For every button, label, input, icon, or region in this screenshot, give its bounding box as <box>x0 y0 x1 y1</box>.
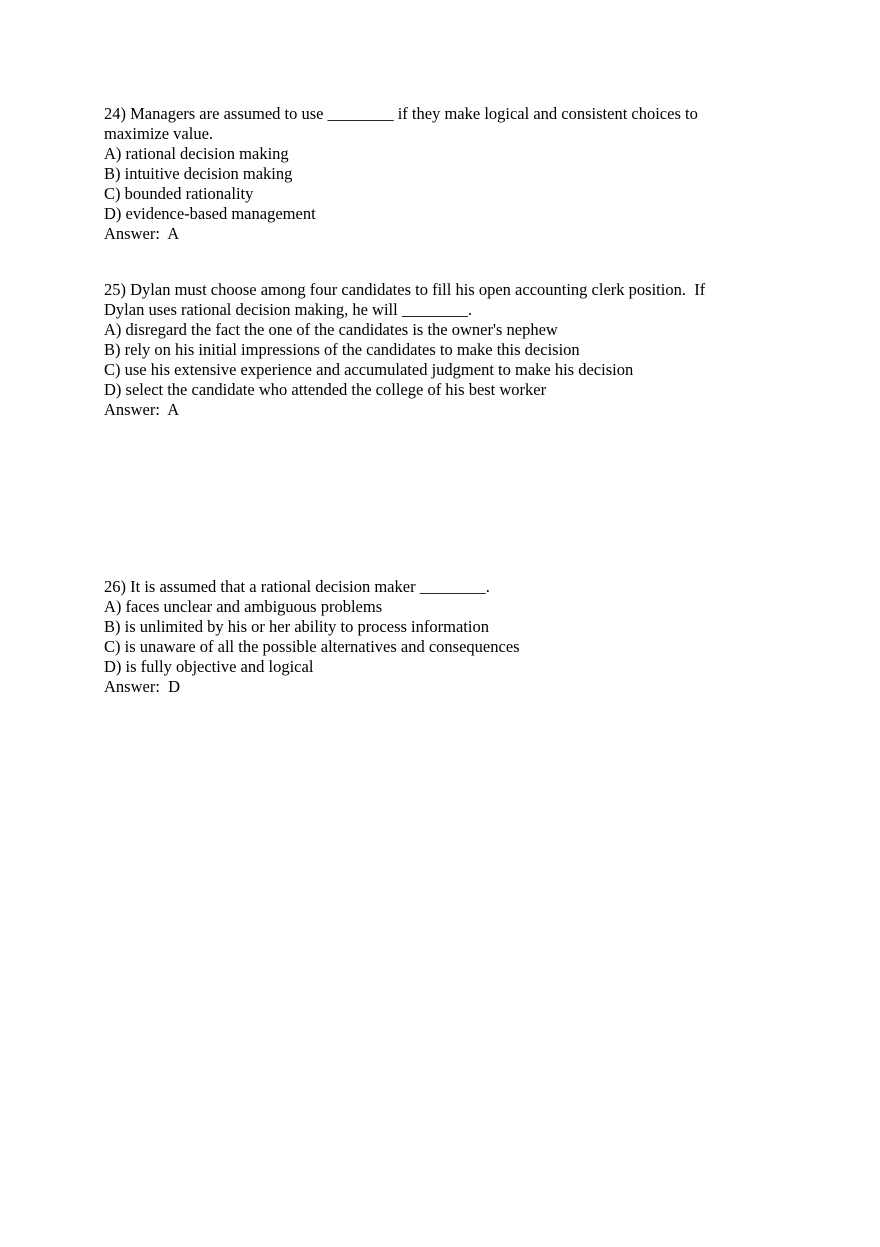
option-c: C) use his extensive experience and accumulated judgment to make his decision <box>104 360 634 379</box>
option-b: B) intuitive decision making <box>104 164 293 183</box>
option-a: A) disregard the fact the one of the candidates is the owner's nephew <box>104 320 558 339</box>
answer: Answer: A <box>104 400 180 419</box>
option-a: A) faces unclear and ambiguous problems <box>104 597 383 616</box>
question-stem-line: 25) Dylan must choose among four candidates to fill his open accounting clerk position. If <box>104 280 706 299</box>
question-stem-line: 24) Managers are assumed to use ________ if they make logical and consistent choices to <box>104 104 698 123</box>
answer: Answer: D <box>104 677 181 696</box>
question-stem-line: 26) It is assumed that a rational decision maker ________. <box>104 577 490 596</box>
option-a: A) rational decision making <box>104 144 289 163</box>
option-d: D) evidence-based management <box>104 204 316 223</box>
option-b: B) is unlimited by his or her ability to process information <box>104 617 489 636</box>
option-d: D) select the candidate who attended the college of his best worker <box>104 380 547 399</box>
question-stem-line: Dylan uses rational decision making, he will ________. <box>104 300 472 319</box>
option-c: C) is unaware of all the possible alternatives and consequences <box>104 637 520 656</box>
question-24 <box>104 104 764 244</box>
option-c: C) bounded rationality <box>104 184 254 203</box>
option-b: B) rely on his initial impressions of the candidates to make this decision <box>104 340 580 359</box>
question-25 <box>104 280 764 420</box>
option-d: D) is fully objective and logical <box>104 657 314 676</box>
answer: Answer: A <box>104 224 180 243</box>
question-stem-line: maximize value. <box>104 124 214 143</box>
question-26 <box>104 577 764 697</box>
